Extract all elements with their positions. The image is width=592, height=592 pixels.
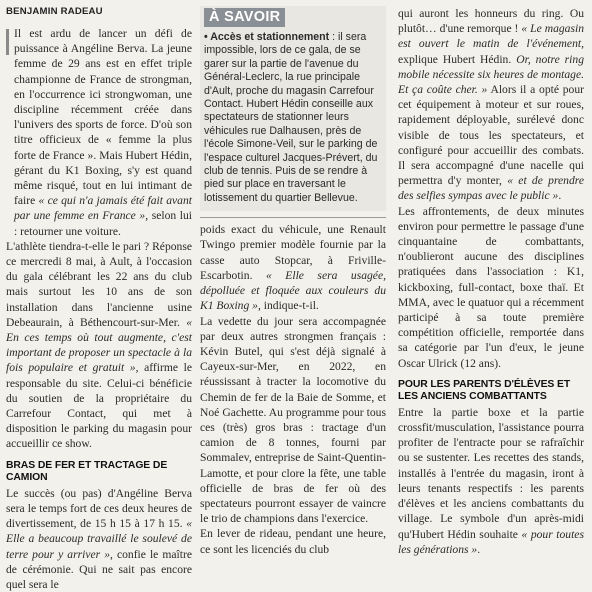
paragraph-7-quote: « Le magasin est ouvert le matin de l'événement bbox=[398, 22, 585, 51]
lead-text-end: , selon lui : retourner une voiture. bbox=[14, 209, 192, 238]
info-box-text bbox=[204, 31, 382, 205]
paragraph-3-text: Le succès (ou pas) d'Angéline Berva sera le temps fort de ces deux heures de divertissement, de 15 h 15 à 17 h 15. bbox=[6, 486, 192, 531]
paragraph-2-end: , affirme le responsable du site. Celui-ci bénéficie du soutien de la propriétaire du Carrefour Contact, qui met à disposition le parking du magasin pour accueillir ce show. bbox=[6, 361, 192, 451]
paragraph-9-text: Entre la partie boxe et la partie crossfit/musculation, l'assistance pourra profiter de l'entracte pour se rafraîchir ou se sustenter. Les recettes des stands, installés à l'entrée du magasin, iront à leurs tenants respectifs : les parents d'élèves et les anciens combattants du village. Le symbole d'un après-midi qu'Hubert Hédin souhaite bbox=[398, 405, 584, 541]
paragraph-3 bbox=[6, 486, 192, 592]
paragraph-5: La vedette du jour sera accompagnée par deux autres strongmen français : Kévin Butel, qui s'est déjà signalé à Cayeux-sur-Mer, en 2022, en réussissant à tracter la locomotive du Chemin de fer de la Baie de Somme, et Noé Gachette. Au programme pour tous ces (très) gros bras : tractage d'un camion de 8 tonnes, fourni par Sommalev, entreprise de Saint-Quentin-Lamotte, et pour clore la fête, une table officielle de bras de fer où des spectateurs pourront essayer de vaincre le trio de champions dans l'exercice. bbox=[200, 314, 386, 526]
author-byline: BENJAMIN RADEAU bbox=[6, 6, 103, 17]
paragraph-3-end: , confie le maître de cérémonie. Qui ne sait pas encore quel sera le bbox=[6, 547, 192, 591]
column-separator bbox=[200, 217, 386, 218]
paragraph-2-quote: « En ces temps où tout augmente, c'est important de proposer un spectacle à la fois populaire et gratuit » bbox=[6, 315, 192, 375]
paragraph-7-quote-3: « et de prendre des selfies sympas avec le public » bbox=[398, 174, 584, 203]
info-box-body: : il sera impossible, lors de ce gala, de se garer sur la partie de l'avenue du Général-Leclerc, la rue principale d'Ault, proche du magasin Carrefour Contact. Hubert Hédin conseille aux spectateurs de stationner leurs véhicules rue Dalhausen, près de l'école Simone-Veil, sur le parking de l'espace culturel Jacques-Prévert, du club de tennis. Puis de se rendre à pied sur place en traversant le lotissement du quartier Bellevue. bbox=[204, 31, 378, 204]
info-box bbox=[200, 6, 386, 211]
paragraph-7-end-2: . bbox=[558, 189, 562, 203]
paragraph-4-end: , indique-t-il. bbox=[257, 299, 319, 313]
paragraph-2 bbox=[6, 239, 192, 452]
subhead-parents-eleves: POUR LES PARENTS D'ÉLÈVES ET LES ANCIENS COMBATTANTS bbox=[398, 378, 571, 403]
paragraph-9 bbox=[398, 405, 584, 557]
a-savoir-kicker: À SAVOIR bbox=[204, 8, 285, 27]
paragraph-7-mid: , explique Hubert Hédin. bbox=[398, 37, 584, 66]
paragraph-7-end: Alors il a opté pour cet équipement à moteur et sur roues, rapidement déployable, surélevé donc visible de tous les spectateurs, et configuré pour accueillir des combats. Il sera accompagné d'une nacelle qui permettra d'y monter, bbox=[398, 83, 584, 188]
lead-paragraph bbox=[6, 26, 192, 239]
lead-quote: « ce qui n'a jamais été fait avant par une femme en France » bbox=[14, 194, 192, 223]
info-box-heading: • Accès et stationnement bbox=[204, 31, 330, 43]
paragraph-9-quote: « pour toutes les générations » bbox=[398, 527, 584, 556]
paragraph-3-quote: « Elle a beaucoup travaillé le soulevé de terre pour y arriver » bbox=[6, 517, 192, 561]
paragraph-2-text: L'athlète tiendra-t-elle le pari ? Réponse ce mercredi 8 mai, à Ault, à l'occasion du gala célébrant les 22 ans du club mais surtout les 10 ans de son installation dans l'ancienne usine Debeaurain, à Béthencourt-sur-Mer. bbox=[6, 239, 192, 329]
paragraph-4-text: poids exact du véhicule, une Renault Twingo premier modèle fournie par la casse auto Stopcar, à Friville-Escarbotin. bbox=[200, 223, 386, 282]
paragraph-7-quote-2: Or, notre ring mobile nécessite six heures de montage. Et ça coûte cher. » bbox=[398, 52, 584, 97]
article-column-1 bbox=[6, 6, 192, 591]
lead-text: Il est ardu de lancer un défi de puissance à Angéline Berva. La jeune femme de 29 ans est en effet triple championne de France de strongman, en l'occurrence ici strongwoman, une discipline récemment créée dans l'univers des sports de force. D'où son titre officieux de « femme la plus forte de France ». Mais Hubert Hédin, gérant du K1 Boxing, s'y est quand même risqué, tout en lui intimant de faire bbox=[14, 27, 192, 208]
paragraph-6: En lever de rideau, pendant une heure, ce sont les licenciés du club bbox=[200, 527, 386, 556]
paragraph-7-text: qui auront les honneurs du ring. Ou plutôt… d'une remorque ! bbox=[398, 7, 584, 36]
paragraph-8: Les affrontements, de deux minutes environ pour permettre le passage d'une cinquantaine de combattants, n'oublieront aucune des disciplines pratiquées dans l'association : K1, kickboxing, full-contact, boxe thaï. Et MMA, avec le quatuor qui a récemment participé à sa toute première compétition officielle, remportée dans sa catégorie par l'un d'eux, le jeune Oscar Ulrick (12 ans). bbox=[398, 204, 584, 370]
paragraph-7 bbox=[398, 6, 584, 204]
article-column-2 bbox=[200, 6, 386, 556]
paragraph-9-end: . bbox=[477, 542, 481, 556]
paragraph-4-quote: « Elle sera usagée, dépolluée et floquée aux couleurs du K1 Boxing » bbox=[200, 268, 386, 313]
subhead-bras-de-fer: BRAS DE FER ET TRACTAGE DE CAMION bbox=[6, 459, 168, 484]
article-column-3 bbox=[398, 6, 585, 556]
paragraph-4 bbox=[200, 222, 386, 313]
